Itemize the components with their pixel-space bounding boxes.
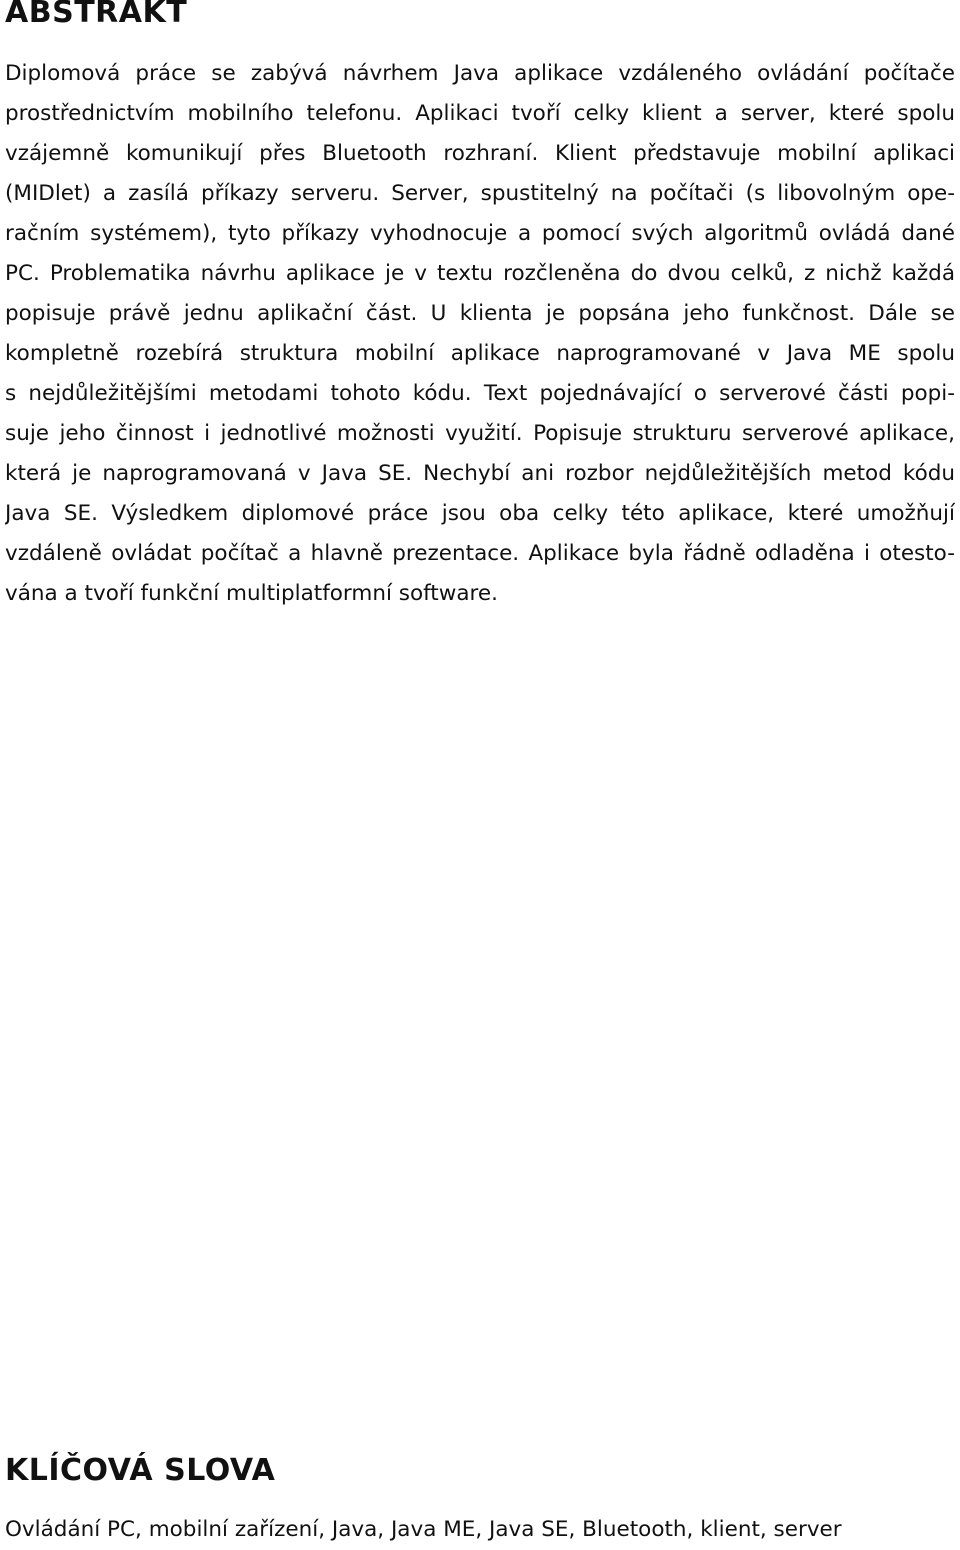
- abstract-line: vzdáleně ovládat počítač a hlavně prezentace. Aplikace byla řádně odladěna i otesto-: [5, 541, 955, 566]
- abstract-line: popisuje právě jednu aplikační část. U klienta je popsána jeho funkčnost. Dále se: [5, 301, 955, 326]
- abstract-line: s nejdůležitějšími metodami tohoto kódu. Text pojednávající o serverové části popi-: [5, 381, 955, 406]
- keywords-heading: KLÍČOVÁ SLOVA: [5, 1453, 276, 1488]
- abstract-heading: ABSTRAKT: [5, 0, 188, 30]
- abstract-line: prostřednictvím mobilního telefonu. Aplikaci tvoří celky klient a server, které spolu: [5, 101, 955, 126]
- abstract-line: vzájemně komunikují přes Bluetooth rozhraní. Klient představuje mobilní aplikaci: [5, 141, 955, 166]
- abstract-line: (MIDlet) a zasílá příkazy serveru. Server, spustitelný na počítači (s libovolným ope-: [5, 181, 955, 206]
- abstract-line: Java SE. Výsledkem diplomové práce jsou oba celky této aplikace, které umožňují: [5, 501, 955, 526]
- abstract-line: suje jeho činnost i jednotlivé možnosti využití. Popisuje strukturu serverové aplikace,: [5, 421, 955, 446]
- abstract-paragraph: [5, 54, 955, 614]
- abstract-line: vána a tvoří funkční multiplatformní software.: [5, 581, 498, 606]
- abstract-line: račním systémem), tyto příkazy vyhodnocuje a pomocí svých algoritmů ovládá dané: [5, 221, 955, 246]
- abstract-line: kompletně rozebírá struktura mobilní aplikace naprogramované v Java ME spolu: [5, 341, 955, 366]
- keywords-list: Ovládání PC, mobilní zařízení, Java, Java ME, Java SE, Bluetooth, klient, server: [5, 1517, 842, 1542]
- abstract-line: která je naprogramovaná v Java SE. Nechybí ani rozbor nejdůležitějších metod kódu: [5, 461, 955, 486]
- abstract-line: Diplomová práce se zabývá návrhem Java aplikace vzdáleného ovládání počítače: [5, 61, 955, 86]
- abstract-line: PC. Problematika návrhu aplikace je v textu rozčleněna do dvou celků, z nichž každá: [5, 261, 955, 286]
